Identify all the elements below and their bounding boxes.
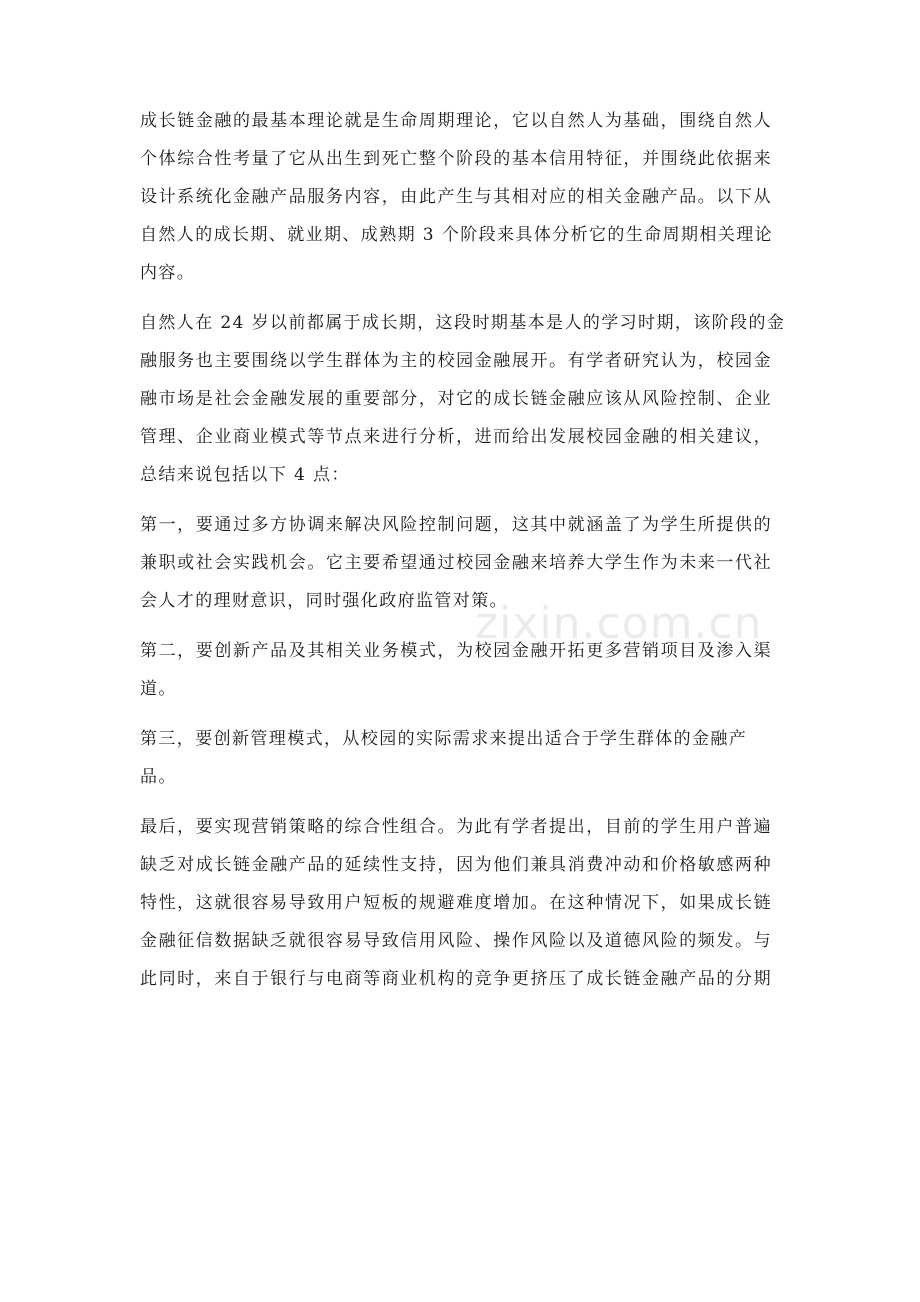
text-line: 第一，要通过多方协调来解决风险控制问题，这其中就涵盖了为学生所提供的: [140, 515, 772, 535]
text-line: 内容。: [140, 263, 196, 283]
paragraph-point-two: [140, 632, 772, 708]
text-line: 成长链金融的最基本理论就是生命周期理论，它以自然人为基础，围绕自然人: [140, 111, 772, 131]
text-line: 金融征信数据缺乏就很容易导致信用风险、操作风险以及道德风险的频发。与: [140, 931, 772, 951]
text-line: 个体综合性考量了它从出生到死亡整个阶段的基本信用特征，并围绕此依据来: [140, 149, 772, 169]
paragraph-growth-period: [140, 304, 786, 494]
text-line: 自然人的成长期、就业期、成熟期 3 个阶段来具体分析它的生命周期相关理论: [140, 225, 774, 245]
text-line: 兼职或社会实践机会。它主要希望通过校园金融来培养大学生作为未来一代社: [140, 553, 772, 573]
text-line: 品。: [140, 767, 177, 787]
watermark: zixin.com.cn: [475, 598, 763, 649]
paragraph-point-three: [140, 720, 772, 796]
paragraph-point-one: [140, 506, 772, 620]
text-line: 道。: [140, 679, 177, 699]
paragraph-finally: [140, 808, 772, 998]
document-body: [140, 102, 786, 1010]
text-line: 融服务也主要围绕以学生群体为主的校园金融展开。有学者研究认为，校园金: [140, 351, 772, 371]
text-line: 管理、企业商业模式等节点来进行分析，进而给出发展校园金融的相关建议，: [140, 427, 772, 447]
text-line: 最后，要实现营销策略的综合性组合。为此有学者提出，目前的学生用户普遍: [140, 817, 772, 837]
text-line: 总结来说包括以下 4 点：: [140, 465, 350, 485]
text-line: 自然人在 24 岁以前都属于成长期，这段时期基本是人的学习时期，该阶段的金: [140, 313, 786, 333]
paragraph-life-cycle-theory: [140, 102, 772, 292]
text-line: 融市场是社会金融发展的重要部分，对它的成长链金融应该从风险控制、企业: [140, 389, 772, 409]
text-line: 此同时，来自于银行与电商等商业机构的竞争更挤压了成长链金融产品的分期: [140, 969, 772, 989]
text-line: 缺乏对成长链金融产品的延续性支持，因为他们兼具消费冲动和价格敏感两种: [140, 855, 772, 875]
text-line: 特性，这就很容易导致用户短板的规避难度增加。在这种情况下，如果成长链: [140, 893, 772, 913]
text-line: 设计系统化金融产品服务内容，由此产生与其相对应的相关金融产品。以下从: [140, 187, 772, 207]
text-line: 第二，要创新产品及其相关业务模式，为校园金融开拓更多营销项目及渗入渠: [140, 641, 772, 661]
text-line: 会人才的理财意识，同时强化政府监管对策。: [140, 591, 508, 611]
text-line: 第三，要创新管理模式，从校园的实际需求来提出适合于学生群体的金融产: [140, 729, 748, 749]
